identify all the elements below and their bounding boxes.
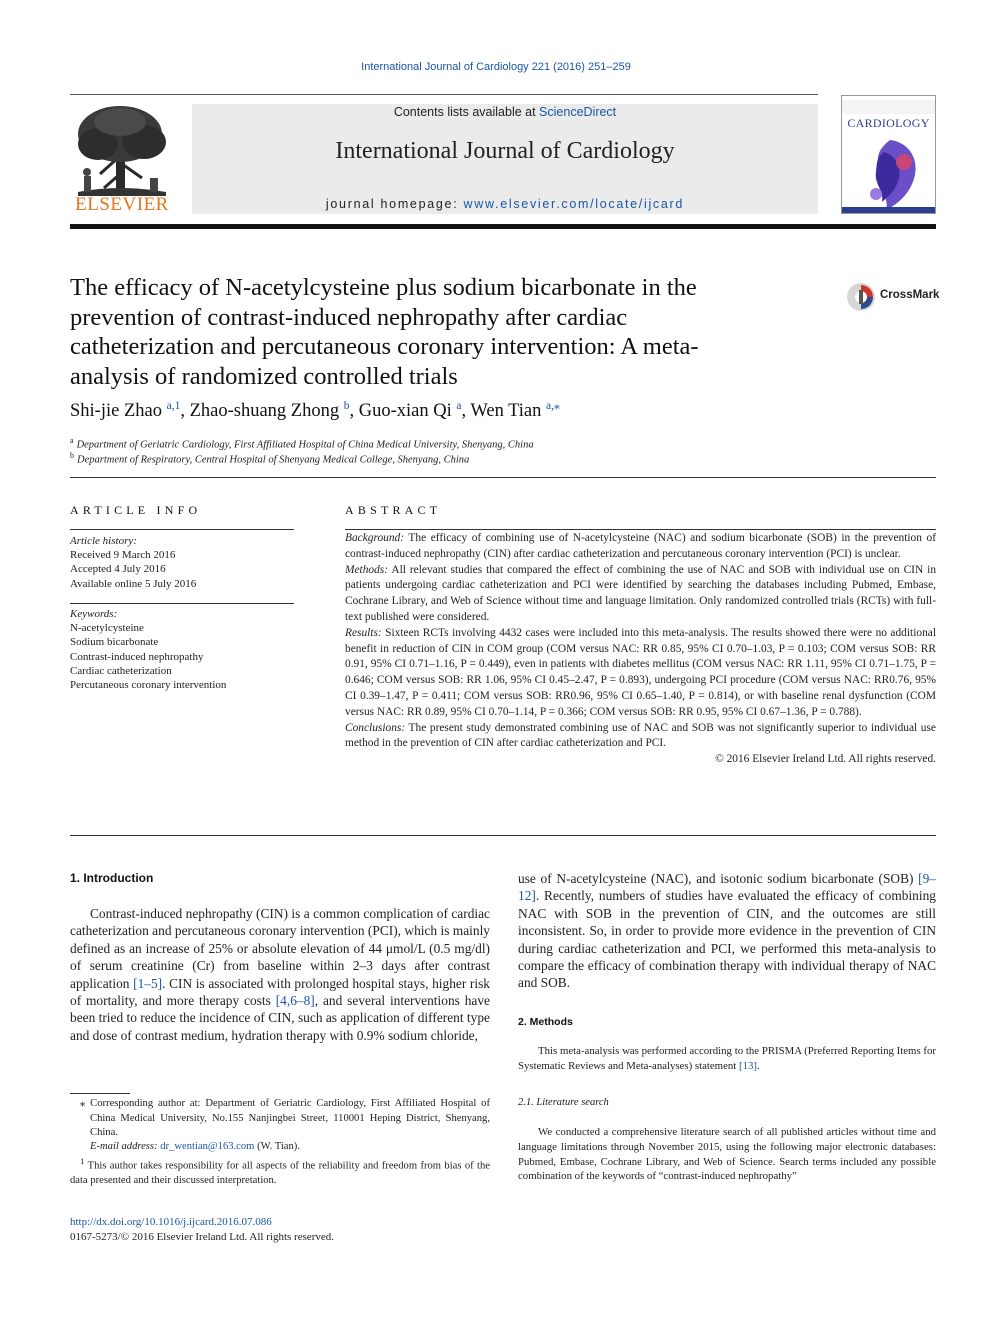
footnote-mark: ⁎ [80, 1098, 86, 1109]
abstract-heading: ABSTRACT [345, 503, 442, 517]
methods-label: Methods: [345, 563, 389, 576]
title-block-rule [70, 477, 936, 478]
keyword-item: Cardiac catheterization [70, 664, 172, 677]
author-footnote-1 [70, 1154, 490, 1189]
intro-text: , and several interventions have been tried to reduce the incidence of CIN, such as application of different type and dose of contrast medium, hydration therapy with 0.9% sodium chloride, [70, 993, 490, 1043]
keyword-item: Percutaneous coronary intervention [70, 679, 227, 692]
background-text: The efficacy of combining use of N-acetylcysteine (NAC) and sodium bicarbonate (SOB) in the prevention of contrast-induced nephropathy (CIN) after cardiac catheterization and percutaneous coronary intervention (PCI) is unclear. [345, 532, 936, 560]
methods-paragraph-1 [518, 1044, 936, 1074]
author-separator: , [180, 401, 190, 421]
email-link[interactable]: dr_wentian@163.com [160, 1141, 255, 1152]
author-affiliation-link[interactable]: a [456, 399, 462, 412]
affiliation-b [70, 451, 469, 466]
reference-link[interactable]: [4,6–8] [275, 993, 315, 1009]
article-info-rule [70, 529, 294, 530]
elsevier-logo [70, 104, 174, 216]
doi-link[interactable]: http://dx.doi.org/10.1016/j.ijcard.2016.07.086 [70, 1216, 272, 1228]
author-separator: , [349, 401, 359, 421]
homepage-link[interactable]: www.elsevier.com/locate/ijcard [463, 197, 685, 211]
cover-top-strip [842, 100, 935, 114]
author-name: Wen Tian [470, 401, 542, 421]
contents-line [192, 105, 818, 119]
author-list [70, 401, 910, 422]
results-label: Results: [345, 626, 382, 639]
crossmark-icon [846, 282, 876, 312]
intro-text: . CIN is associated with prolonged hospital stays, higher risk of mortality, and more therapy costs [70, 975, 490, 1009]
article-history [70, 534, 294, 591]
email-footnote [70, 1140, 490, 1155]
methods-text: All relevant studies that compared the effect of combining the use of NAC and SOB with individual use on CIN in patients undergoing cardiac catheterization and PCI were identified by searching the databases including Pubmed, Embase, Cochrane Library, and Web of Science without time and language limitation. Only randomized controlled trials (RCTs) with full-text published were considered. [345, 563, 937, 623]
abstract-methods [345, 563, 936, 626]
article-history-label: Article history: [70, 535, 137, 547]
author-name: Guo-xian Qi [358, 401, 452, 421]
keyword-item: N-acetylcysteine [70, 622, 144, 635]
abstract-bottom-rule [70, 835, 936, 836]
footnote-mark: 1 [80, 1156, 85, 1166]
abstract-rule [345, 529, 936, 530]
doi-block [70, 1215, 334, 1245]
homepage-prefix: journal homepage: [325, 197, 464, 211]
affiliation-text: Department of Geriatric Cardiology, First Affiliated Hospital of China Medical University, Shenyang, China [76, 439, 534, 451]
footnote-rule [70, 1093, 130, 1094]
history-accepted: Accepted 4 July 2016 [70, 563, 166, 576]
article-info-heading: ARTICLE INFO [70, 503, 202, 517]
cover-bottom-strip [842, 207, 935, 213]
history-received: Received 9 March 2016 [70, 549, 176, 562]
contents-prefix: Contents lists available at [393, 105, 540, 119]
author-name: Shi-jie Zhao [70, 401, 162, 421]
crossmark-badge[interactable] [846, 280, 946, 316]
literature-search-paragraph: We conducted a comprehensive literature search of all published articles without time and language limitations through November 2015, using the following major electronic databases: Pubmed, Embase, Cochrane Library, and Web of Science. Search terms included any possible combination of the keywords of “contrast-induced nephropathy” [518, 1126, 936, 1183]
methods-text: This meta-analysis was performed according to the PRISMA (Preferred Reporting Items for Systematic Reviews and Meta-analyses) statement [518, 1045, 936, 1072]
introduction-paragraph-2 [518, 870, 936, 992]
methods-text: . [756, 1059, 760, 1072]
corresponding-author-text: Corresponding author at: Department of Geriatric Cardiology, First Affiliated Hospital of China Medical University, No.155 Nanjingbei Street, 110001 Heping District, Shenyang, China. [90, 1098, 490, 1138]
reference-link[interactable]: [13] [738, 1059, 757, 1072]
email-suffix: (W. Tian). [254, 1141, 300, 1152]
abstract-results [345, 626, 936, 721]
reference-link[interactable]: [1–5] [133, 975, 163, 991]
article-title: The efficacy of N-acetylcysteine plus sodium bicarbonate in the prevention of contrast-induced nephropathy after cardiac catheterization and percutaneous coronary intervention: A meta-analysis of randomized controlled trials [70, 274, 699, 390]
history-online: Available online 5 July 2016 [70, 577, 197, 590]
header-thick-rule [70, 224, 936, 229]
introduction-paragraph-1 [70, 905, 490, 1044]
intro-text: Contrast-induced nephropathy (CIN) is a common complication of cardiac catheterization and percutaneous coronary intervention (PCI), which is mainly defined as an increase of 25% or absolute elevation of 44 μmol/L (0.5 mg/dl) of serum creatinine (Cr) from baseline within 2–3 days after contrast application [70, 906, 490, 991]
keywords-label: Keywords: [70, 608, 118, 620]
homepage-line [192, 197, 818, 211]
author-affiliation-link[interactable]: b [343, 399, 350, 412]
conclusions-label: Conclusions: [345, 721, 406, 734]
affiliation-mark: b [70, 451, 74, 460]
background-label: Background: [345, 532, 405, 544]
author-affiliation-link[interactable]: a,1 [166, 399, 181, 412]
affiliation-text: Department of Respiratory, Central Hospital of Shenyang Medical College, Shenyang, China [77, 454, 470, 466]
abstract-conclusions [345, 721, 936, 753]
abstract-body [345, 531, 936, 768]
abstract-copyright: © 2016 Elsevier Ireland Ltd. All rights reserved. [715, 753, 936, 766]
keywords-rule [70, 603, 294, 604]
issn-copyright: 0167-5273/© 2016 Elsevier Ireland Ltd. All rights reserved. [70, 1231, 335, 1243]
author-name: Zhao-shuang Zhong [189, 401, 340, 421]
reference-link[interactable]: [9–12] [518, 871, 936, 904]
affiliation-mark: a [70, 436, 74, 445]
heart-illustration-icon [850, 132, 930, 212]
results-text: Sixteen RCTs involving 4432 cases were included into this meta-analysis. The results showed there were no additional benefit in reduction of CIN in COM group (COM versus NAC: RR 0.85, 95% CI 0.70–1.03, P = 0.103; COM versus SOB: RR 0.91, 95% CI 0.71–1.16, P = 0.449), even in patients with diabetes mellitus (COM versus NAC: RR 1.11, 95% CI 0.71–1.75, P = 0.646; COM versus SOB: RR 1.06, 95% CI 0.45–2.47, P = 0.893), undergoing PCI procedure (COM versus NAC: RR0.76, 95% CI 0.39–1.47, P = 0.411; COM versus SOB: RR0.96, 95% CI 0.65–1.40, P = 0.814), or with baseline renal dysfunction (COM versus NAC: RR 0.89, 95% CI 0.70–1.14, P = 0.366; COM versus SOB: RR 0.95, 95% CI 0.67–1.36, P = 0.788). [345, 626, 936, 718]
methods-heading: 2. Methods [518, 1016, 573, 1028]
affiliation-a [70, 436, 534, 451]
header-rule [70, 94, 818, 95]
keywords-block [70, 607, 294, 692]
email-label: E-mail address: [90, 1141, 161, 1152]
keyword-item: Sodium bicarbonate [70, 636, 159, 649]
crossmark-label: CrossMark [880, 289, 940, 301]
journal-title: International Journal of Cardiology [335, 138, 675, 164]
journal-citation[interactable]: International Journal of Cardiology 221 (2016) 251–259 [361, 61, 631, 73]
author-footnote-text: This author takes responsibility for all aspects of the reliability and freedom from bias of the data presented and their discussed interpretation. [70, 1160, 490, 1187]
cover-title: CARDIOLOGY [847, 116, 930, 130]
intro-text: . Recently, numbers of studies have evaluated the efficacy of combining NAC with SOB in the prevention of CIN, and the outcomes are still inconsistent. So, in order to provide more evidence in the prevention of CIN during cardiac catheterization and PCI, we performed this meta-analysis to compare the efficacy of combination therapy with individual therapy of NAC and SOB. [518, 888, 936, 991]
author-affiliation-link[interactable]: a,⁎ [545, 399, 560, 412]
intro-text: use of N-acetylcysteine (NAC), and isotonic sodium bicarbonate (SOB) [518, 871, 919, 886]
introduction-heading: 1. Introduction [70, 871, 154, 885]
conclusions-text: The present study demonstrated combining use of NAC and SOB was not significantly superior to individual use method in the prevention of CIN after cardiac catheterization and PCI. [345, 721, 936, 750]
keyword-item: Contrast-induced nephropathy [70, 650, 204, 663]
elsevier-wordmark: ELSEVIER [75, 194, 169, 215]
author-separator: , [461, 401, 471, 421]
journal-cover-thumbnail[interactable] [841, 95, 936, 214]
abstract-background [345, 531, 936, 563]
literature-search-heading: 2.1. Literature search [518, 1097, 609, 1108]
corresponding-author-footnote [70, 1097, 490, 1141]
sciencedirect-link[interactable]: ScienceDirect [539, 105, 617, 119]
